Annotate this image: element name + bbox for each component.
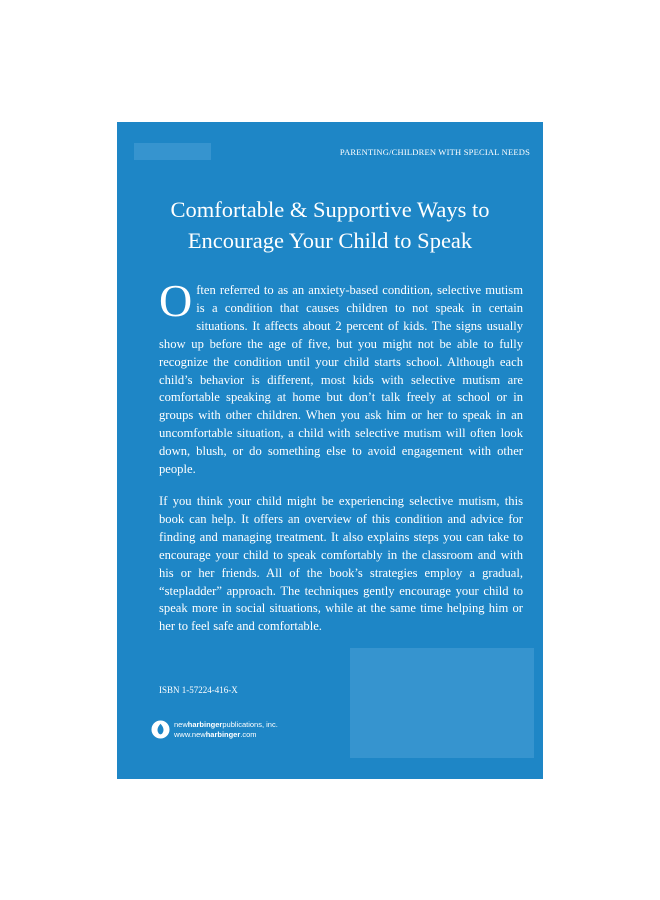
barcode-area <box>350 648 534 758</box>
description-paragraph-2: If you think your child might be experiencing selective mutism, this book can help. It offers an overview of this condition and advice for finding and managing treatment. It also explains steps you can take to encourage your child to speak comfortably in the classroom and with his or her friends. All of the book’s strategies employ a gradual, “stepladder” approach. The techniques gently encourage your child to speak more in social situations, while at the same time helping him or her to feel safe and comfortable. <box>159 494 523 634</box>
drop-cap: O <box>159 275 193 326</box>
description-paragraph-1 <box>159 275 523 479</box>
paragraph-1-text: ften referred to as an anxiety-based condition, selective mutism is a condition that causes children to not speak in certain situations. It affects about 2 percent of kids. The signs usually show up before the age of five, but you might not be able to fully recognize the condition until your child starts school. Although each child’s behavior is different, most kids with selective mutism are comfortable speaking at home but don’t talk freely at school or in groups with other children. When you ask him or her to speak in an uncomfortable situation, a child with selective mutism will often look down, blush, or do something else to avoid engagement with other people. <box>159 283 523 477</box>
headline <box>117 194 543 256</box>
top-left-color-block <box>134 143 211 160</box>
headline-line-1: Comfortable & Supportive Ways to <box>170 197 490 222</box>
book-back-cover <box>117 122 543 779</box>
category-label: PARENTING/CHILDREN WITH SPECIAL NEEDS <box>339 147 530 157</box>
headline-line-2: Encourage Your Child to Speak <box>187 228 473 253</box>
publisher-logo-icon <box>151 720 170 739</box>
publisher-name: newharbingerpublications, inc. <box>174 720 278 729</box>
publisher-website: www.newharbinger.com <box>174 730 257 739</box>
isbn-label: ISBN 1-57224-416-X <box>159 685 238 695</box>
